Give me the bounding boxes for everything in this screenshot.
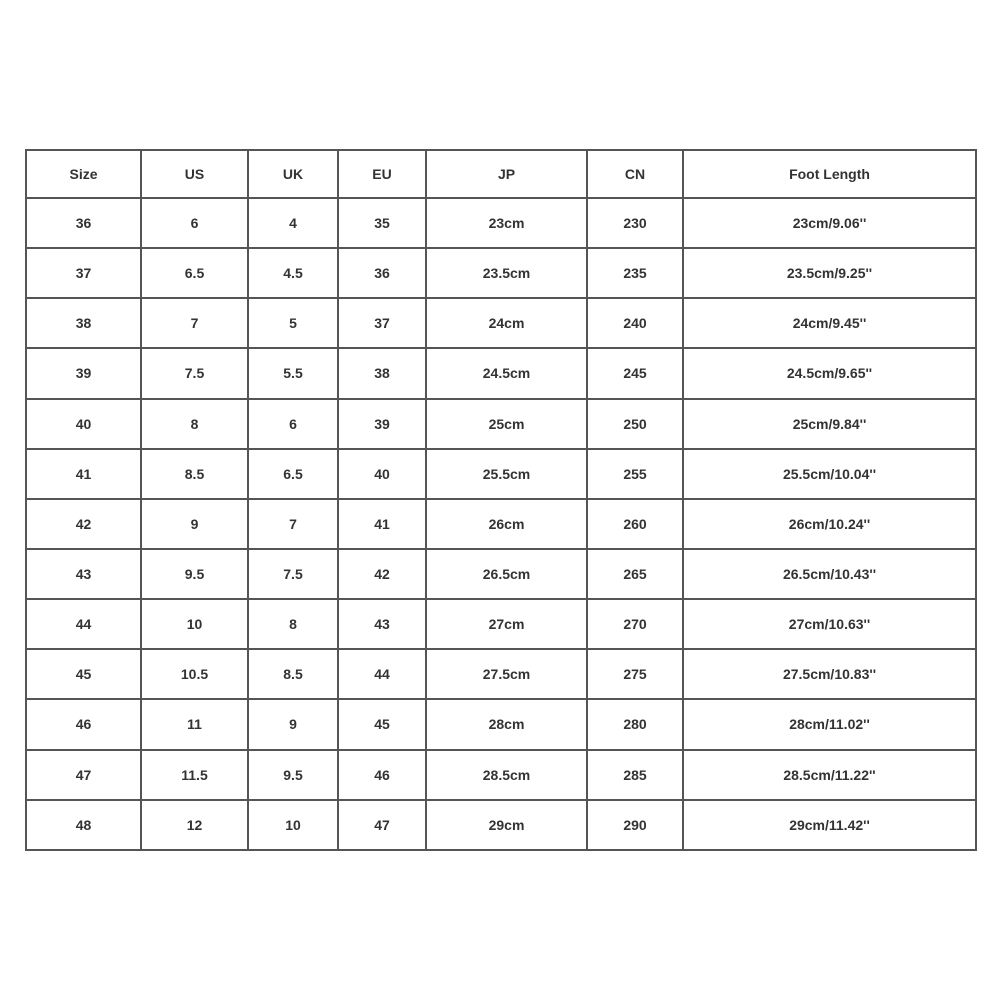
table-cell: 23cm/9.06'' [683,198,976,248]
table-cell: 28.5cm [426,750,587,800]
table-cell: 45 [26,649,141,699]
table-cell: 25.5cm [426,449,587,499]
table-row [26,499,976,549]
table-row [26,649,976,699]
table-cell: 265 [587,549,683,599]
table-row [26,699,976,749]
table-cell: 11.5 [141,750,248,800]
table-cell: 41 [26,449,141,499]
table-cell: 38 [26,298,141,348]
table-cell: 27cm [426,599,587,649]
table-cell: 23.5cm [426,248,587,298]
table-cell: 8 [248,599,338,649]
table-cell: 9.5 [141,549,248,599]
table-cell: 250 [587,399,683,449]
table-row [26,549,976,599]
table-cell: 47 [26,750,141,800]
table-row [26,298,976,348]
table-cell: 9.5 [248,750,338,800]
table-cell: 240 [587,298,683,348]
table-cell: 9 [248,699,338,749]
table-cell: 23cm [426,198,587,248]
table-cell: 26.5cm/10.43'' [683,549,976,599]
table-cell: 39 [338,399,426,449]
table-cell: 46 [338,750,426,800]
table-cell: 37 [26,248,141,298]
table-cell: 230 [587,198,683,248]
table-cell: 42 [338,549,426,599]
table-cell: 29cm/11.42'' [683,800,976,850]
table-cell: 36 [338,248,426,298]
table-cell: 27.5cm [426,649,587,699]
table-row [26,399,976,449]
table-cell: 290 [587,800,683,850]
table-cell: 47 [338,800,426,850]
table-cell: 285 [587,750,683,800]
table-cell: 7 [141,298,248,348]
table-row [26,348,976,398]
table-cell: 8.5 [248,649,338,699]
table-cell: 7.5 [141,348,248,398]
table-cell: 7.5 [248,549,338,599]
table-cell: 9 [141,499,248,549]
table-cell: 255 [587,449,683,499]
table-cell: 6.5 [248,449,338,499]
table-cell: 11 [141,699,248,749]
table-cell: 8.5 [141,449,248,499]
table-cell: 35 [338,198,426,248]
table-cell: 8 [141,399,248,449]
table-cell: 38 [338,348,426,398]
table-cell: 24cm [426,298,587,348]
table-cell: 28cm [426,699,587,749]
table-cell: 280 [587,699,683,749]
table-cell: 10 [141,599,248,649]
table-cell: 24.5cm/9.65'' [683,348,976,398]
table-cell: 36 [26,198,141,248]
table-row [26,800,976,850]
table-cell: 43 [26,549,141,599]
table-cell: 270 [587,599,683,649]
table-cell: 44 [338,649,426,699]
header-cell: Foot Length [683,150,976,198]
table-cell: 40 [26,399,141,449]
table-cell: 275 [587,649,683,699]
table-cell: 10 [248,800,338,850]
table-cell: 43 [338,599,426,649]
table-cell: 28.5cm/11.22'' [683,750,976,800]
table-cell: 4.5 [248,248,338,298]
header-cell: UK [248,150,338,198]
table-cell: 23.5cm/9.25'' [683,248,976,298]
table-cell: 6.5 [141,248,248,298]
header-cell: US [141,150,248,198]
table-cell: 245 [587,348,683,398]
table-cell: 6 [248,399,338,449]
table-cell: 28cm/11.02'' [683,699,976,749]
table-cell: 37 [338,298,426,348]
table-cell: 12 [141,800,248,850]
table-cell: 26cm [426,499,587,549]
table-cell: 260 [587,499,683,549]
table-row [26,449,976,499]
table-row [26,248,976,298]
table-cell: 26cm/10.24'' [683,499,976,549]
header-cell: EU [338,150,426,198]
table-cell: 41 [338,499,426,549]
table-cell: 40 [338,449,426,499]
header-cell: JP [426,150,587,198]
table-cell: 24cm/9.45'' [683,298,976,348]
table-cell: 25cm [426,399,587,449]
table-cell: 45 [338,699,426,749]
table-cell: 4 [248,198,338,248]
size-chart-table [25,149,977,851]
table-cell: 6 [141,198,248,248]
table-cell: 10.5 [141,649,248,699]
table-row [26,599,976,649]
table-cell: 48 [26,800,141,850]
table-cell: 29cm [426,800,587,850]
table-cell: 25cm/9.84'' [683,399,976,449]
table-cell: 5 [248,298,338,348]
table-cell: 7 [248,499,338,549]
table-cell: 42 [26,499,141,549]
header-row [26,150,976,198]
table-cell: 25.5cm/10.04'' [683,449,976,499]
table-row [26,750,976,800]
table-cell: 26.5cm [426,549,587,599]
table-cell: 44 [26,599,141,649]
table-cell: 27cm/10.63'' [683,599,976,649]
header-cell: CN [587,150,683,198]
table-cell: 46 [26,699,141,749]
table-cell: 39 [26,348,141,398]
table-cell: 27.5cm/10.83'' [683,649,976,699]
table-cell: 5.5 [248,348,338,398]
table-cell: 24.5cm [426,348,587,398]
table-row [26,198,976,248]
table-cell: 235 [587,248,683,298]
header-cell: Size [26,150,141,198]
